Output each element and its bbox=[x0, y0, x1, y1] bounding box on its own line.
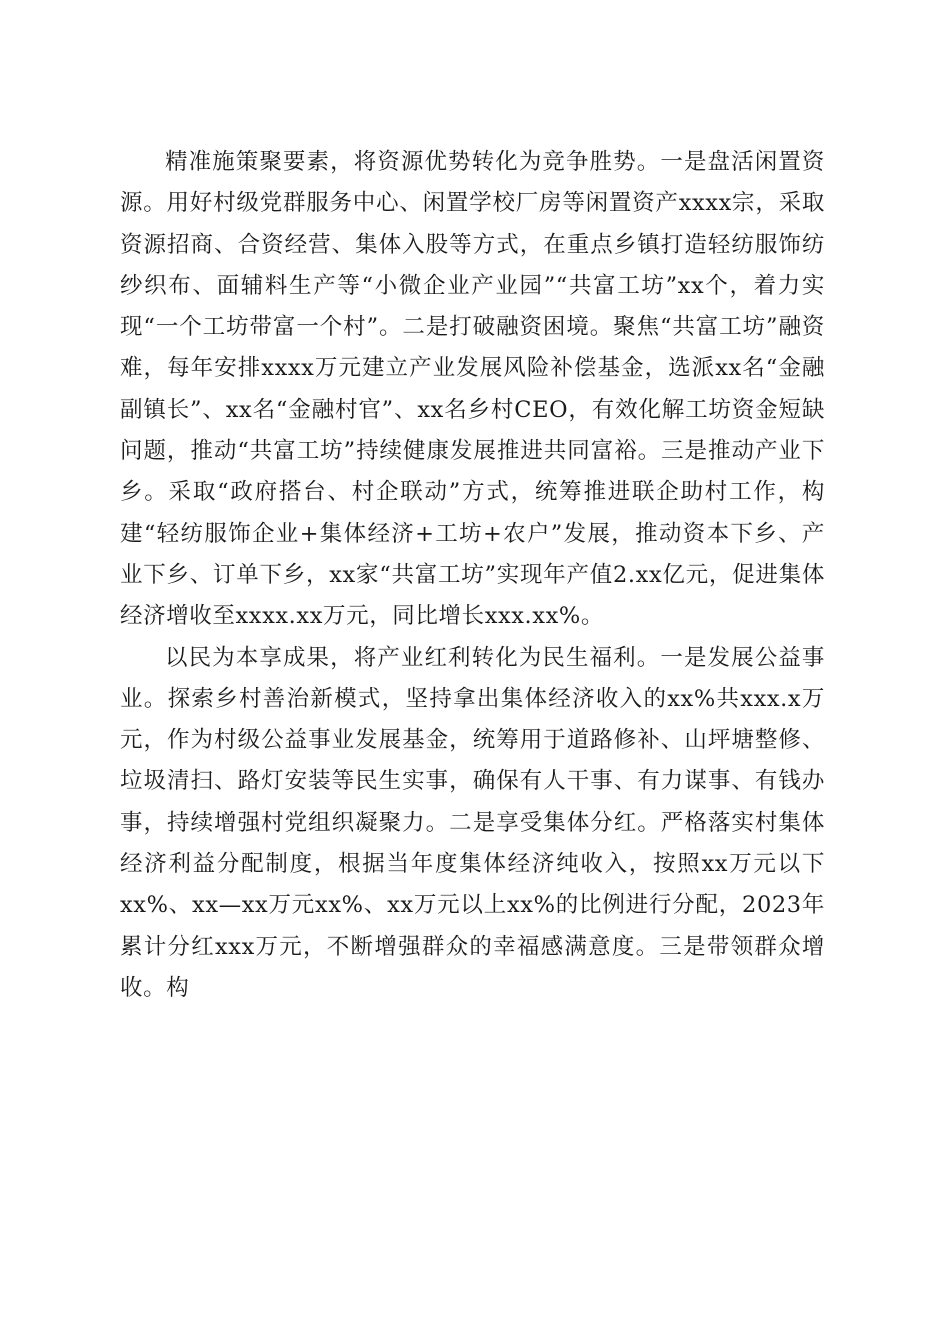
document-body bbox=[120, 142, 825, 1009]
paragraph-resource-advantage: 精准施策聚要素，将资源优势转化为竞争胜势。一是盘活闲置资源。用好村级党群服务中心、闲置学校厂房等闲置资产xxxx宗，采取资源招商、合资经营、集体入股等方式，在重点乡镇打造轻纺服饰纺纱织布、面辅料生产等“小微企业产业园”“共富工坊”xx个，着力实现“一个工坊带富一个村”。二是打破融资困境。聚焦“共富工坊”融资难，每年安排xxxx万元建立产业发展风险补偿基金，选派xx名“金融副镇长”、xx名“金融村官”、xx名乡村CEO，有效化解工坊资金短缺问题，推动“共富工坊”持续健康发展推进共同富裕。三是推动产业下乡。采取“政府搭台、村企联动”方式，统筹推进联企助村工作，构建“轻纺服饰企业+集体经济+工坊+农户”发展，推动资本下乡、产业下乡、订单下乡，xx家“共富工坊”实现年产值2.xx亿元，促进集体经济增收至xxxx.xx万元，同比增长xxx.xx%。 bbox=[120, 149, 825, 630]
paragraph-people-first: 以民为本享成果，将产业红利转化为民生福利。一是发展公益事业。探索乡村善治新模式，坚持拿出集体经济收入的xx%共xxx.x万元，作为村级公益事业发展基金，统筹用于道路修补、山坪塘整修、垃圾清扫、路灯安装等民生实事，确保有人干事、有力谋事、有钱办事，持续增强村党组织凝聚力。二是享受集体分红。严格落实村集体经济利益分配制度，根据当年度集体经济纯收入，按照xx万元以下xx%、xx—xx万元xx%、xx万元以上xx%的比例进行分配，2023年累计分红xxx万元，不断增强群众的幸福感满意度。三是带领群众增收。构 bbox=[120, 644, 825, 1001]
